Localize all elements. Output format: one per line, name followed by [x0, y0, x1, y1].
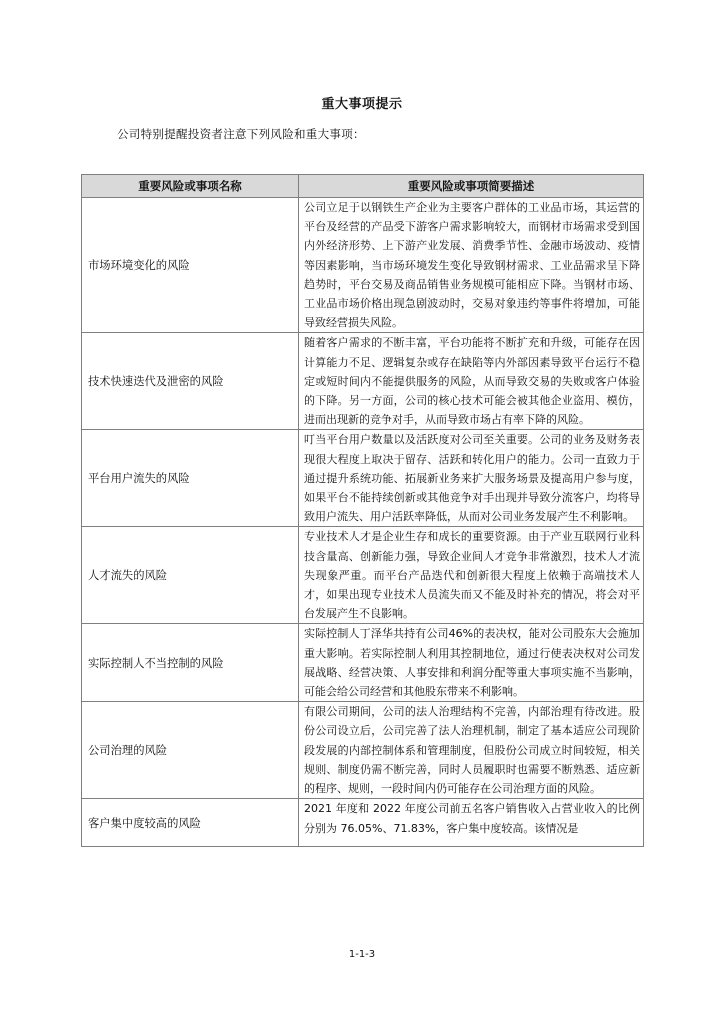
table-row — [82, 702, 644, 799]
column-header-description: 重要风险或事项简要描述 — [299, 175, 644, 198]
intro-text: 公司特别提醒投资者注意下列风险和重大事项： — [117, 127, 365, 141]
risk-description: 专业技术人才是企业生存和成长的重要资源。由于产业互联网行业科技含量高、创新能力强，导致企业间人才竞争非常激烈，技术人才流失现象严重。而平台产品迭代和创新很大程度上依赖于高端技术人才，如果出现专业技术人员流失而又不能及时补充的情况，将会对平台发展产生不良影响。 — [299, 527, 644, 624]
risk-table — [81, 174, 644, 847]
risk-description: 随着客户需求的不断丰富，平台功能将不断扩充和升级，可能存在因计算能力不足、逻辑复杂或存在缺陷等内外部因素导致平台运行不稳定或短时间内不能提供服务的风险，从而导致交易的失败或客户体验的下降。另一方面，公司的核心技术可能会被其他企业盗用、模仿，进而出现新的竞争对手，从而导致市场占有率下降的风险。 — [299, 333, 644, 430]
risk-name: 市场环境变化的风险 — [82, 198, 299, 333]
risk-description: 公司立足于以钢铁生产企业为主要客户群体的工业品市场，其运营的平台及经营的产品受下游客户需求影响较大，而钢材市场需求受到国内外经济形势、上下游产业发展、消费季节性、金融市场波动、疫情等因素影响，当市场环境发生变化导致钢材需求、工业品需求呈下降趋势时，平台交易及商品销售业务规模可能相应下降。当钢材市场、工业品市场价格出现急剧波动时，交易对象违约等事件将增加，可能导致经营损失风险。 — [299, 198, 644, 333]
risk-description: 实际控制人丁泽华共持有公司46%的表决权，能对公司股东大会施加重大影响。若实际控制人利用其控制地位，通过行使表决权对公司发展战略、经营决策、人事安排和利润分配等重大事项实施不当影响，可能会给公司经营和其他股东带来不利影响。 — [299, 624, 644, 702]
page-number: 1-1-3 — [348, 949, 376, 960]
risk-description: 有限公司期间，公司的法人治理结构不完善，内部治理有待改进。股份公司设立后，公司完善了法人治理机制，制定了基本适应公司现阶段发展的内部控制体系和管理制度，但股份公司成立时间较短，相关规则、制度仍需不断完善，同时人员履职时也需要不断熟悉、适应新的程序、规则，一段时间内仍可能存在公司治理方面的风险。 — [299, 702, 644, 799]
table-header-row — [82, 175, 644, 198]
risk-description: 2021 年度和 2022 年度公司前五名客户销售收入占营业收入的比例分别为 76.05%、71.83%，客户集中度较高。该情况是 — [299, 799, 644, 847]
risk-name: 技术快速迭代及泄密的风险 — [82, 333, 299, 430]
risk-name: 平台用户流失的风险 — [82, 430, 299, 527]
risk-name: 公司治理的风险 — [82, 702, 299, 799]
page-title: 重大事项提示 — [321, 97, 403, 112]
table-row — [82, 333, 644, 430]
table-row — [82, 624, 644, 702]
risk-name: 实际控制人不当控制的风险 — [82, 624, 299, 702]
table-row — [82, 430, 644, 527]
risk-description: 叮当平台用户数量以及活跃度对公司至关重要。公司的业务及财务表现很大程度上取决于留存、活跃和转化用户的能力。公司一直致力于通过提升系统功能、拓展新业务来扩大服务场景及提高用户参与度，如果平台不能持续创新或其他竞争对手出现并导致分流客户，均将导致用户流失、用户活跃率降低，从而对公司业务发展产生不利影响。 — [299, 430, 644, 527]
table-row — [82, 799, 644, 847]
risk-name: 客户集中度较高的风险 — [82, 799, 299, 847]
table-row — [82, 527, 644, 624]
risk-name: 人才流失的风险 — [82, 527, 299, 624]
table-row — [82, 198, 644, 333]
column-header-name: 重要风险或事项名称 — [82, 175, 299, 198]
